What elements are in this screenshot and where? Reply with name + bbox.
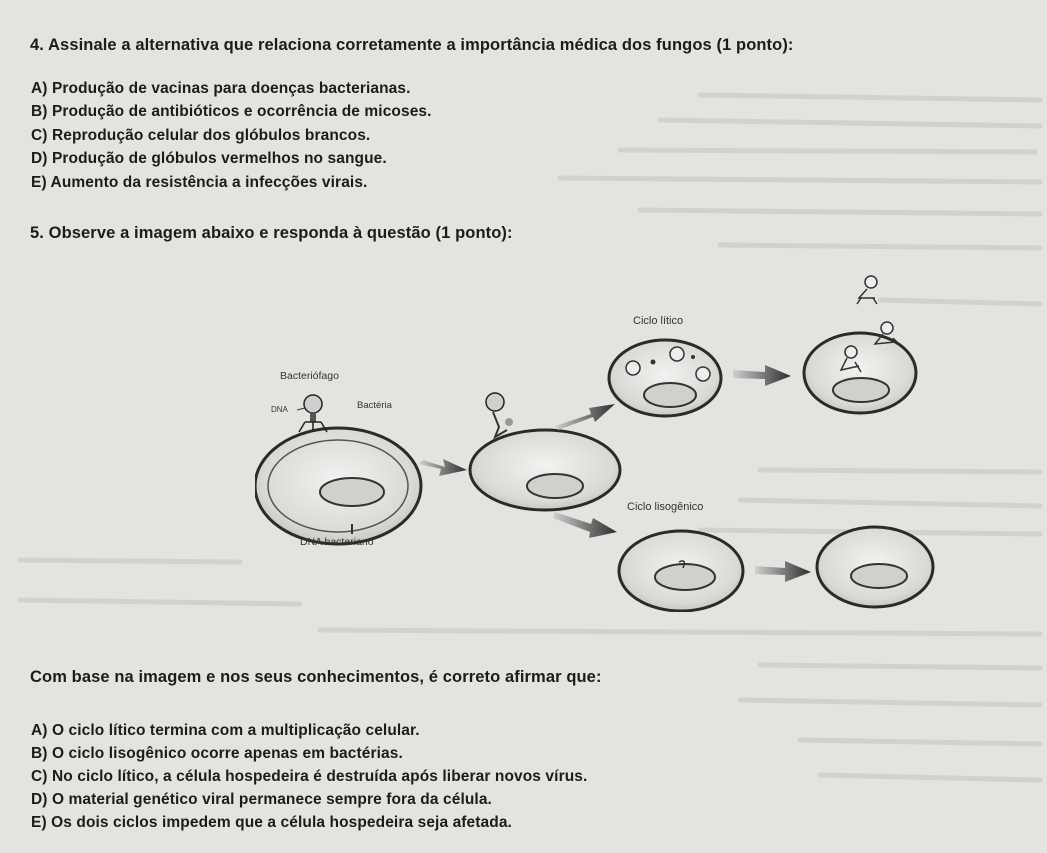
question-4-option-a: A) Produção de vacinas para doenças bacterianas. [31, 80, 411, 97]
lysogenic-cell-integrated [619, 531, 743, 611]
initial-bacterium [255, 428, 421, 544]
question-4-prompt: 4. Assinale a alternativa que relaciona corretamente a importância médica dos fungos (1 ponto): [30, 36, 794, 54]
question-4-option-d: D) Produção de glóbulos vermelhos no sangue. [31, 150, 387, 167]
question-5-option-c: C) No ciclo lítico, a célula hospedeira é destruída após liberar novos vírus. [31, 768, 588, 785]
question-5-option-a: A) O ciclo lítico termina com a multiplicação celular. [31, 722, 420, 739]
phage-cycle-diagram [255, 262, 975, 612]
label-dna: DNA [271, 405, 288, 414]
bacteriophage-icon [297, 395, 327, 432]
lytic-cell-replicating [609, 340, 721, 416]
question-4-option-b: B) Produção de antibióticos e ocorrência de micoses. [31, 103, 432, 120]
arrow-infection [419, 459, 467, 476]
question-4-option-c: C) Reprodução celular dos glóbulos brancos. [31, 127, 371, 144]
lytic-cell-lysed [804, 276, 916, 413]
question-5-prompt: 5. Observe a imagem abaixo e responda à questão (1 ponto): [30, 224, 513, 242]
label-bacteria: Bactéria [357, 400, 392, 411]
arrow-lysogenic-division [755, 561, 811, 582]
label-bacterial-dna: DNA bacteriano [300, 536, 374, 548]
question-4-option-e: E) Aumento da resistência a infecções virais. [31, 174, 368, 191]
question-5-stem: Com base na imagem e nos seus conhecimentos, é correto afirmar que: [30, 668, 602, 686]
label-bacteriophage: Bacteriófago [280, 370, 339, 382]
lysogenic-cell-divided [817, 527, 933, 607]
label-lysogenic-cycle: Ciclo lisogênico [627, 501, 704, 513]
arrow-lytic-release [733, 365, 791, 386]
question-5-option-b: B) O ciclo lisogênico ocorre apenas em bactérias. [31, 745, 403, 762]
arrow-to-lysogenic [553, 512, 617, 538]
arrow-to-lytic [555, 404, 615, 430]
question-5-option-e: E) Os dois ciclos impedem que a célula hospedeira seja afetada. [31, 814, 512, 831]
label-lytic-cycle: Ciclo lítico [633, 315, 684, 327]
question-5-option-d: D) O material genético viral permanece sempre fora da célula. [31, 791, 492, 808]
